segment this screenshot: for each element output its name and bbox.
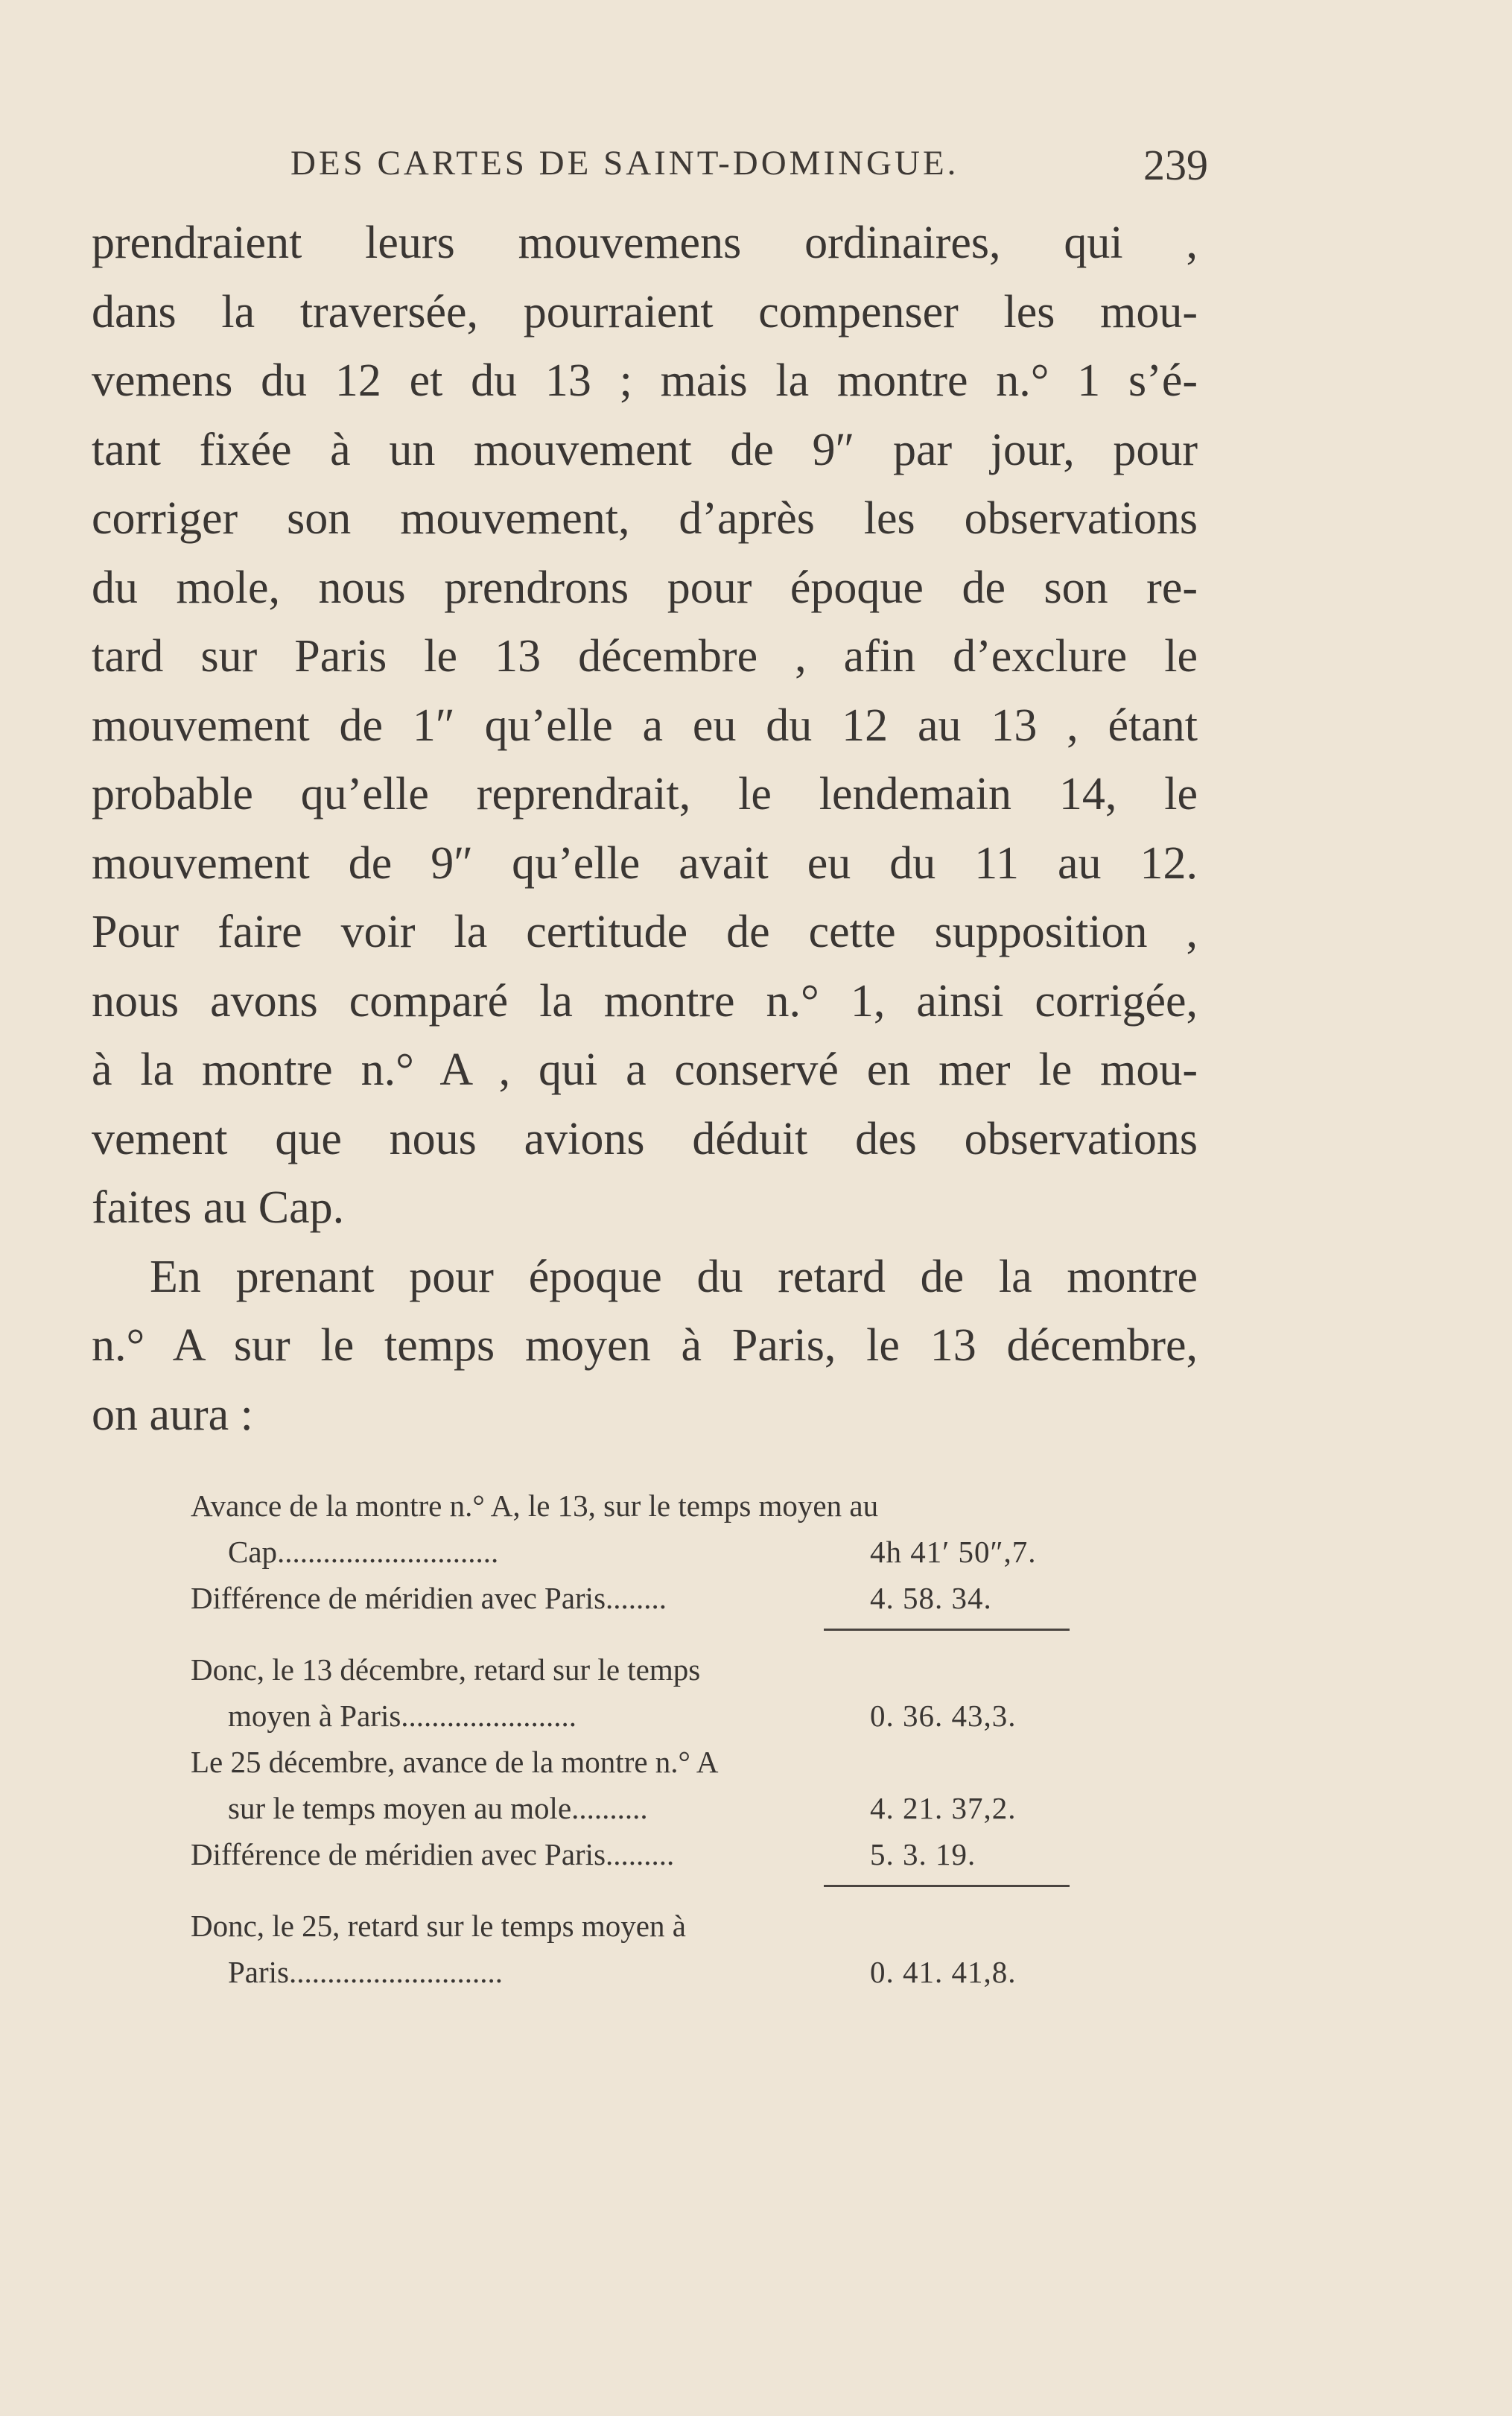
- text-line: tard sur Paris le 13 décembre , afin d’exclure le: [92, 631, 1198, 682]
- text-line: on aura :: [92, 1389, 253, 1440]
- row-value: 4. 58. 34.: [870, 1581, 992, 1615]
- row-label: moyen à Paris.......................: [228, 1699, 577, 1733]
- row-value: 4h 41′ 50″,7.: [870, 1535, 1037, 1569]
- text-line: vemens du 12 et du 13 ; mais la montre n.° 1 s’é-: [92, 355, 1198, 406]
- row-label: Avance de la montre n.° A, le 13, sur le temps moyen au: [191, 1488, 879, 1523]
- running-head: DES CARTES DE SAINT-DOMINGUE.: [290, 144, 959, 183]
- table-row: [191, 1529, 1077, 1575]
- row-value: 0. 41. 41,8.: [870, 1955, 1017, 1989]
- text-line: dans la traversée, pourraient compenser les mou-: [92, 286, 1198, 337]
- page-number: 239: [1143, 141, 1208, 189]
- page-header: [290, 143, 1208, 195]
- row-value: 4. 21. 37,2.: [870, 1791, 1017, 1825]
- text-line: mouvement de 1″ qu’elle a eu du 12 au 13 , étant: [92, 700, 1198, 751]
- text-line: vement que nous avions déduit des observations: [92, 1113, 1198, 1164]
- text-line: prendraient leurs mouvemens ordinaires, qui ,: [92, 218, 1198, 268]
- row-label: Cap.............................: [228, 1535, 499, 1569]
- row-label: Différence de méridien avec Paris........: [191, 1581, 667, 1615]
- text-line: corriger son mouvement, d’après les observations: [92, 493, 1198, 544]
- table-row: [191, 1693, 1077, 1739]
- table-row: [191, 1903, 1077, 1949]
- row-label: Paris............................: [228, 1955, 503, 1989]
- row-label: Donc, le 13 décembre, retard sur le temps: [191, 1652, 701, 1687]
- text-line: nous avons comparé la montre n.° 1, ainsi corrigée,: [92, 975, 1198, 1027]
- row-label: sur le temps moyen au mole..........: [228, 1791, 648, 1825]
- text-line: faites au Cap.: [92, 1182, 345, 1233]
- sum-rule: [191, 1621, 1077, 1639]
- row-label: Donc, le 25, retard sur le temps moyen à: [191, 1909, 686, 1943]
- text-line: à la montre n.° A , qui a conservé en mer le mou-: [92, 1044, 1198, 1095]
- table-row: [191, 1949, 1077, 1995]
- text-line: n.° A sur le temps moyen à Paris, le 13 décembre,: [92, 1320, 1198, 1371]
- table-row: [191, 1785, 1077, 1831]
- text-line: En prenant pour époque du retard de la montre: [150, 1251, 1198, 1302]
- row-label: Le 25 décembre, avance de la montre n.° A: [191, 1745, 719, 1779]
- row-value: 5. 3. 19.: [870, 1837, 976, 1871]
- text-line: mouvement de 9″ qu’elle avait eu du 11 au 12.: [92, 837, 1198, 889]
- text-line: probable qu’elle reprendrait, le lendemain 14, le: [92, 769, 1198, 819]
- time-table: [191, 1483, 1077, 1995]
- table-row: [191, 1646, 1077, 1693]
- text-line: du mole, nous prendrons pour époque de son re-: [92, 562, 1198, 613]
- table-row: [191, 1483, 1077, 1529]
- text-line: tant fixée à un mouvement de 9″ par jour, pour: [92, 424, 1198, 475]
- text-line: Pour faire voir la certitude de cette supposition ,: [92, 907, 1198, 957]
- row-label: Différence de méridien avec Paris.........: [191, 1837, 675, 1871]
- table-row: [191, 1575, 1077, 1621]
- body-text: [92, 209, 1198, 1449]
- row-value: 0. 36. 43,3.: [870, 1699, 1017, 1733]
- sum-rule: [191, 1877, 1077, 1895]
- table-row: [191, 1739, 1077, 1785]
- table-row: [191, 1831, 1077, 1877]
